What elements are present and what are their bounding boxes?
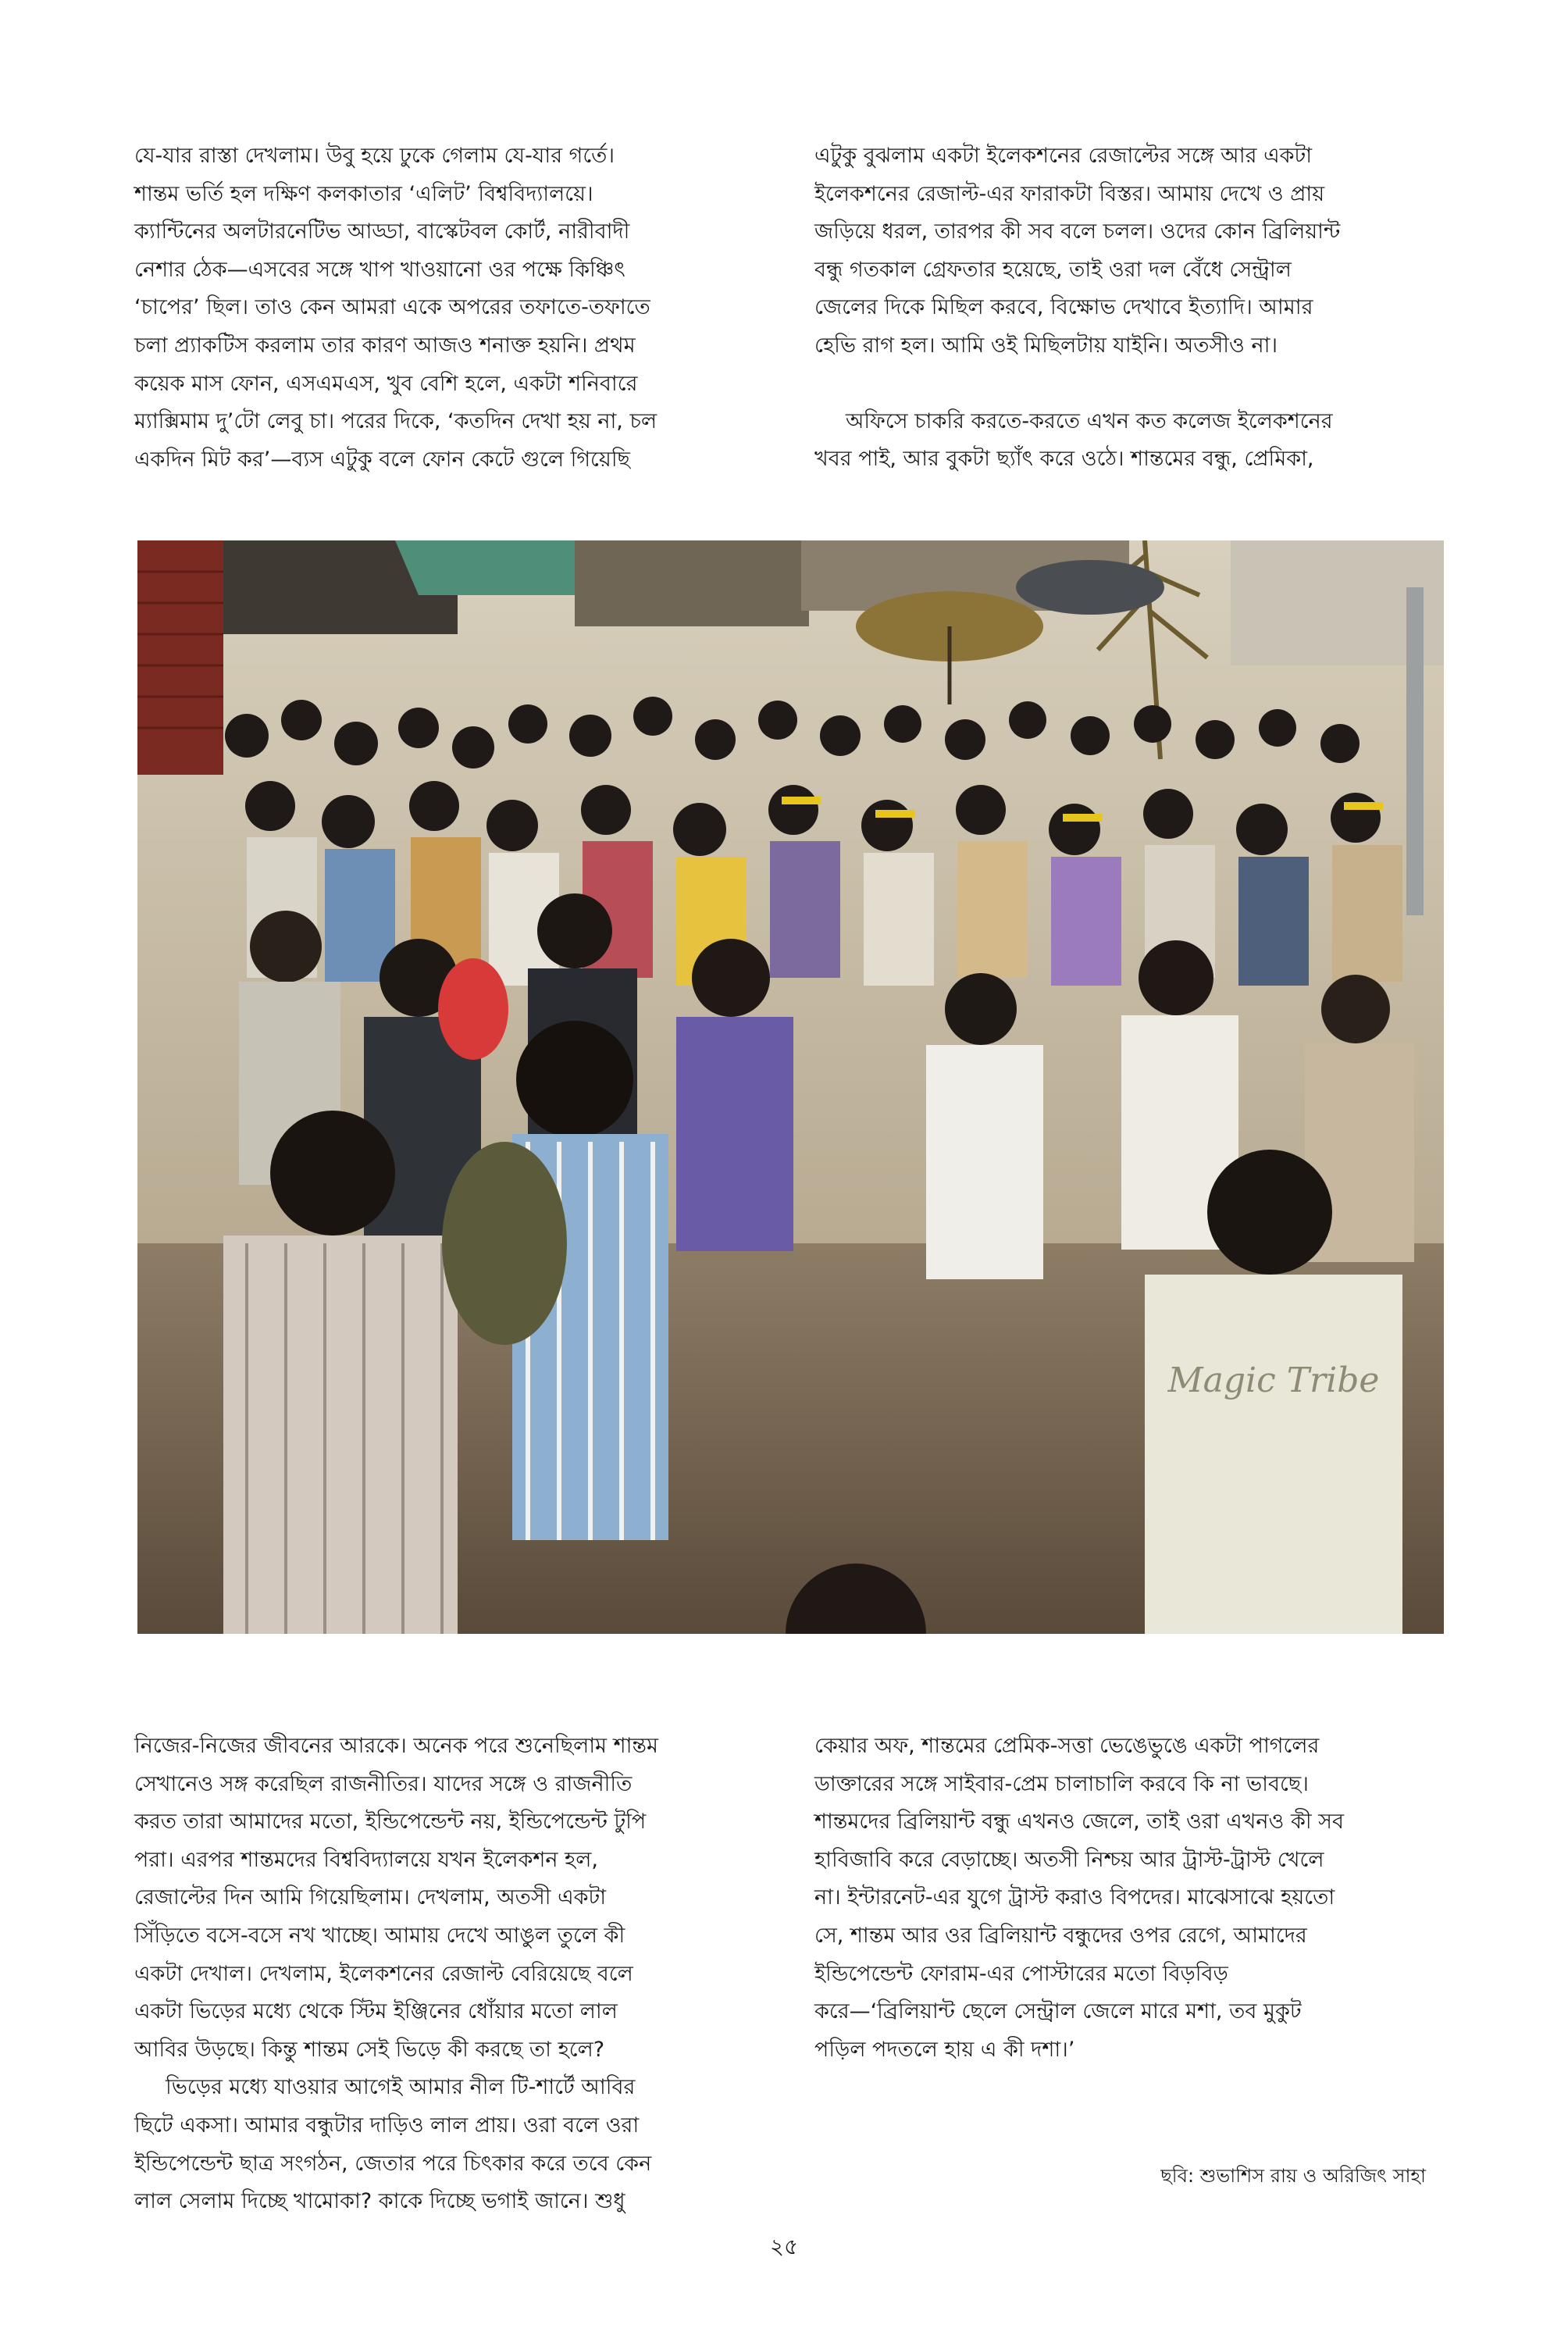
red-fan <box>438 958 508 1060</box>
text-line: একটা দেখাল। দেখলাম, ইলেকশনের রেজাল্ট বেরিয়েছে বলে <box>134 1961 633 1986</box>
photo-credit: ছবি: শুভাশিস রায় ও অরিজিৎ সাহা <box>1160 2165 1426 2187</box>
text-line: সিঁড়িতে বসে-বসে নখ খাচ্ছে। আমায় দেখে আঙুল তুলে কী <box>134 1923 625 1948</box>
text-line: নেশার ঠেক—এসবের সঙ্গে খাপ খাওয়ানো ওর পক্ষে কিঞ্চিৎ <box>134 257 625 282</box>
text-line: ম্যাক্সিমাম দু’টো লেবু চা। পরের দিকে, ‘কতদিন দেখা হয় না, চল <box>134 409 657 434</box>
shirt-print: Magic Tribe <box>1167 1360 1380 1400</box>
text-line: শান্তম ভর্তি হল দক্ষিণ কলকাতার ‘এলিট’ বিশ্ববিদ্যালয়ে। <box>134 181 593 206</box>
text-line: ইন্ডিপেন্ডেন্ট ছাত্র সংগঠন, জেতার পরে চিৎকার করে তবে কেন <box>134 2151 652 2176</box>
text-line: জেলের দিকে মিছিল করবে, বিক্ষোভ দেখাবে ইত্যাদি। আমার <box>814 295 1313 320</box>
paragraph <box>814 137 1431 366</box>
crowd-photo <box>137 540 1444 1634</box>
shop-shutter <box>137 540 223 775</box>
article-column-bottom-right <box>814 1728 1431 2069</box>
text-line: ইলেকশনের রেজাল্ট-এর ফারাকটা বিস্তর। আমায় দেখে ও প্রায় <box>814 181 1325 206</box>
text-line: একটা ভিড়ের মধ্যে থেকে স্টিম ইঞ্জিনের ধোঁয়ার মতো লাল <box>134 1999 618 2024</box>
backpack <box>442 1142 567 1345</box>
paragraph <box>814 403 1431 479</box>
text-line: সেখানেও সঙ্গ করেছিল রাজনীতির। যাদের সঙ্গে ও রাজনীতি <box>134 1771 633 1796</box>
text-line: এটুকু বুঝলাম একটা ইলেকশনের রেজাল্টের সঙ্গে আর একটা <box>814 144 1313 168</box>
text-line: ছিটে একসা। আমার বন্ধুটার দাড়িও লাল প্রায়। ওরা বলে ওরা <box>134 2113 640 2138</box>
text-line: কয়েক মাস ফোন, এসএমএস, খুব বেশি হলে, একটা শনিবারে <box>134 371 638 396</box>
text-line: ক্যান্টিনের অলটারনেটিভ আড্ডা, বাস্কেটবল কোর্ট, নারীবাদী <box>134 219 630 244</box>
article-column-top-left <box>134 137 751 479</box>
text-line: পড়িল পদতলে হায় এ কী দশা।’ <box>814 2037 1075 2062</box>
paragraph <box>134 1728 751 2069</box>
text-line: অফিসে চাকরি করতে-করতে এখন কত কলেজ ইলেকশনের <box>846 408 1333 433</box>
text-line: একদিন মিট কর’—ব্যস এটুকু বলে ফোন কেটে গুলে গিয়েছি <box>134 447 630 472</box>
text-line: জড়িয়ে ধরল, তারপর কী সব বলে চলল। ওদের কোন ব্রিলিয়ান্ট <box>814 219 1341 244</box>
article-column-top-right <box>814 137 1431 479</box>
crowd-photo-illustration <box>137 540 1444 1634</box>
text-line: না। ইন্টারনেট-এর যুগে ট্রাস্ট করাও বিপদের। মাঝেসাঝে হয়তো <box>814 1885 1335 1910</box>
text-line: করত তারা আমাদের মতো, ইন্ডিপেন্ডেন্ট নয়, ইন্ডিপেন্ডেন্ট টুপি <box>134 1810 647 1835</box>
text-line: খবর পাই, আর বুকটা ছ্যাঁৎ করে ওঠে। শান্তমের বন্ধু, প্রেমিকা, <box>814 447 1314 472</box>
text-line: চলা প্র্যাকটিস করলাম তার কারণ আজও শনাক্ত হয়নি। প্রথম <box>134 333 636 358</box>
lamp-post <box>1406 587 1424 915</box>
paragraph <box>134 2069 751 2220</box>
text-line: ইন্ডিপেন্ডেন্ট ফোরাম-এর পোস্টারের মতো বিড়বিড় <box>814 1961 1228 1986</box>
page-number: ২৫ <box>769 2234 799 2259</box>
article-column-bottom-left <box>134 1728 751 2221</box>
text-line: ‘চাপের’ ছিল। তাও কেন আমরা একে অপরের তফাতে-তফাতে <box>134 295 650 320</box>
text-line: রেজাল্টের দিন আমি গিয়েছিলাম। দেখলাম, অতসী একটা <box>134 1885 607 1910</box>
text-line: হাবিজাবি করে বেড়াচ্ছে। অতসী নিশ্চয় আর ট্রাস্ট-ট্রাস্ট খেলে <box>814 1847 1324 1872</box>
text-line: ভিড়ের মধ্যে যাওয়ার আগেই আমার নীল টি-শার্টে আবির <box>166 2075 636 2100</box>
text-line: যে-যার রাস্তা দেখলাম। উবু হয়ে ঢুকে গেলাম যে-যার গর্তে। <box>134 144 615 168</box>
text-line: নিজের-নিজের জীবনের আরকে। অনেক পরে শুনেছিলাম শান্তম <box>134 1734 659 1758</box>
text-line: শান্তমদের ব্রিলিয়ান্ট বন্ধু এখনও জেলে, তাই ওরা এখনও কী সব <box>814 1810 1345 1835</box>
text-line: করে—‘ব্রিলিয়ান্ট ছেলে সেন্ট্রাল জেলে মারে মশা, তব মুকুট <box>814 1999 1302 2024</box>
text-line: সে, শান্তম আর ওর ব্রিলিয়ান্ট বন্ধুদের ওপর রেগে, আমাদের <box>814 1923 1307 1948</box>
umbrella <box>1016 560 1164 615</box>
text-line: লাল সেলাম দিচ্ছে খামোকা? কাকে দিচ্ছে ভগাই জানে। শুধু <box>134 2189 625 2214</box>
text-line: আবির উড়ছে। কিন্তু শান্তম সেই ভিড়ে কী করছে তা হলে? <box>134 2037 605 2062</box>
text-line: পরা। এরপর শান্তমদের বিশ্ববিদ্যালয়ে যখন ইলেকশন হল, <box>134 1847 598 1872</box>
text-line: বন্ধু গতকাল গ্রেফতার হয়েছে, তাই ওরা দল বেঁধে সেন্ট্রাল <box>814 257 1292 282</box>
text-line: কেয়ার অফ, শান্তমের প্রেমিক-সত্তা ভেঙেভুঙে একটা পাগলের <box>814 1734 1320 1758</box>
text-line: ডাক্তারের সঙ্গে সাইবার-প্রেম চালাচালি করবে কি না ভাবছে। <box>814 1771 1309 1796</box>
text-line: হেভি রাগ হল। আমি ওই মিছিলটায় যাইনি। অতসীও না। <box>814 333 1278 358</box>
